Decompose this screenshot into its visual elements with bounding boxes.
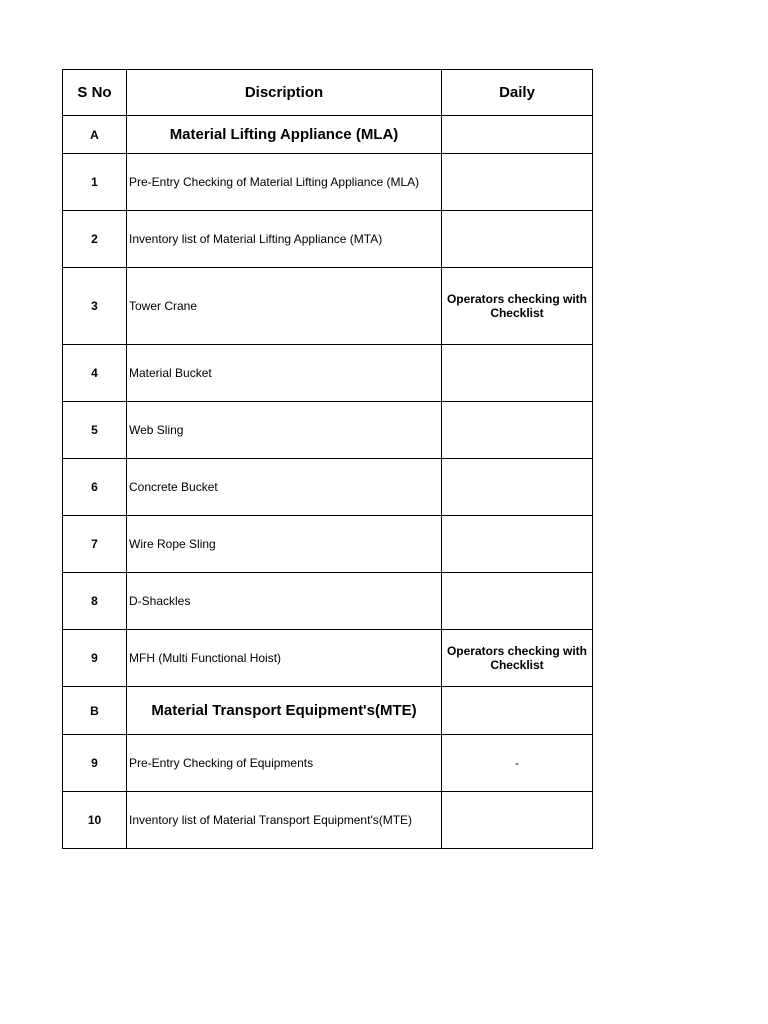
table-row — [63, 516, 593, 573]
row-sno: 5 — [63, 402, 127, 459]
row-description: Pre-Entry Checking of Material Lifting Appliance (MLA) — [127, 154, 442, 211]
row-sno: 10 — [63, 792, 127, 849]
table-row — [63, 792, 593, 849]
row-sno: A — [63, 116, 127, 154]
table-row — [63, 345, 593, 402]
row-daily — [442, 402, 593, 459]
row-sno: 6 — [63, 459, 127, 516]
row-daily — [442, 459, 593, 516]
row-daily — [442, 154, 593, 211]
row-description: Tower Crane — [127, 268, 442, 345]
row-daily — [442, 116, 593, 154]
checklist-table — [62, 69, 593, 849]
row-description: Wire Rope Sling — [127, 516, 442, 573]
row-daily: - — [442, 735, 593, 792]
row-sno: 1 — [63, 154, 127, 211]
row-daily — [442, 516, 593, 573]
row-sno: B — [63, 687, 127, 735]
row-description: Concrete Bucket — [127, 459, 442, 516]
row-description: D-Shackles — [127, 573, 442, 630]
row-daily — [442, 573, 593, 630]
table-row — [63, 402, 593, 459]
row-sno: 2 — [63, 211, 127, 268]
row-daily — [442, 211, 593, 268]
table-row — [63, 154, 593, 211]
row-daily: Operators checking with Checklist — [442, 268, 593, 345]
row-description: MFH (Multi Functional Hoist) — [127, 630, 442, 687]
row-description: Web Sling — [127, 402, 442, 459]
table-row — [63, 735, 593, 792]
section-title: Material Lifting Appliance (MLA) — [127, 116, 442, 154]
header-description: Discription — [127, 70, 442, 116]
section-row-a — [63, 116, 593, 154]
section-title: Material Transport Equipment's(MTE) — [127, 687, 442, 735]
row-description: Inventory list of Material Transport Equipment's(MTE) — [127, 792, 442, 849]
row-description: Material Bucket — [127, 345, 442, 402]
table-row — [63, 211, 593, 268]
section-row-b — [63, 687, 593, 735]
header-daily: Daily — [442, 70, 593, 116]
header-sno: S No — [63, 70, 127, 116]
row-daily: Operators checking with Checklist — [442, 630, 593, 687]
row-daily — [442, 687, 593, 735]
row-sno: 9 — [63, 630, 127, 687]
row-description: Pre-Entry Checking of Equipments — [127, 735, 442, 792]
table-row — [63, 268, 593, 345]
row-daily — [442, 792, 593, 849]
row-sno: 3 — [63, 268, 127, 345]
table-row — [63, 630, 593, 687]
row-sno: 8 — [63, 573, 127, 630]
table-row — [63, 459, 593, 516]
row-sno: 9 — [63, 735, 127, 792]
table-header-row — [63, 70, 593, 116]
table-row — [63, 573, 593, 630]
row-sno: 4 — [63, 345, 127, 402]
row-sno: 7 — [63, 516, 127, 573]
row-daily — [442, 345, 593, 402]
row-description: Inventory list of Material Lifting Appliance (MTA) — [127, 211, 442, 268]
